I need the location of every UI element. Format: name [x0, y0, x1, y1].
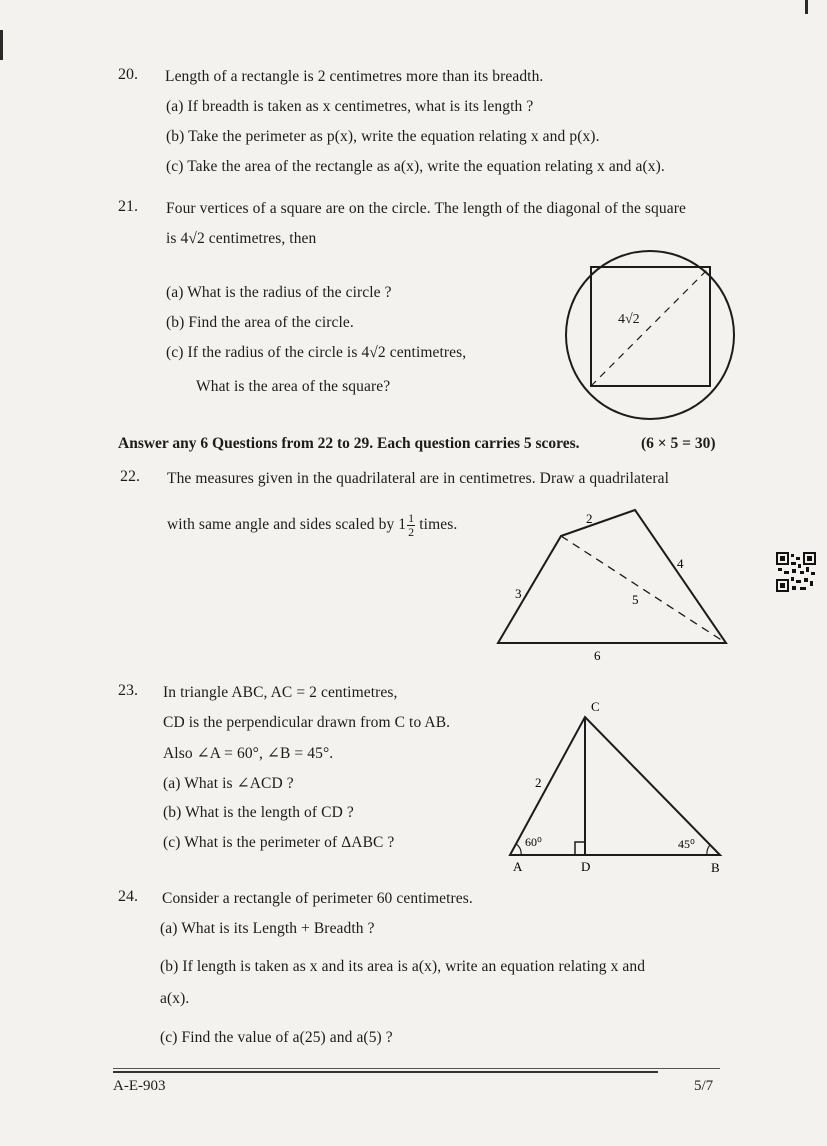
q23-label-angle-b: 45⁰ [678, 837, 695, 851]
q22-text-suffix: times. [419, 516, 458, 534]
q22-number: 22. [120, 468, 140, 485]
q22-label-diagonal: 5 [632, 592, 639, 607]
q23-part-a: (a) What is ∠ACD ? [163, 775, 294, 792]
q21-number: 21. [118, 198, 138, 215]
footer-rule-thick [113, 1071, 658, 1073]
scan-edge-top-right [805, 0, 808, 14]
q22-frac-den: 2 [408, 525, 415, 539]
q24-part-c: (c) Find the value of a(25) and a(5) ? [160, 1029, 393, 1046]
q23-part-c: (c) What is the perimeter of ΔABC ? [163, 834, 395, 851]
q20-part-b: (b) Take the perimeter as p(x), write the equation relating x and p(x). [166, 128, 600, 145]
q23-label-a: A [513, 859, 523, 874]
q23-label-angle-a: 60⁰ [525, 835, 542, 849]
footer-code: A-E-903 [113, 1078, 166, 1094]
q23-triangle-figure [505, 695, 735, 880]
q22-scale-fraction [407, 512, 415, 539]
q24-part-b-line1: (b) If length is taken as x and its area is a(x), write an equation relating x and [160, 958, 646, 975]
q24-part-b-line2: a(x). [160, 990, 190, 1007]
q21-part-c: (c) If the radius of the circle is 4√2 centimetres, [166, 344, 467, 361]
q23-label-b: B [711, 860, 720, 875]
q23-text-line2: CD is the perpendicular drawn from C to AB. [163, 714, 451, 731]
q20-number: 20. [118, 66, 138, 83]
qr-code-icon [776, 552, 816, 592]
q21-part-a: (a) What is the radius of the circle ? [166, 284, 392, 301]
q22-label-top: 2 [586, 511, 593, 526]
q22-text-prefix: with same angle and sides scaled by 1 [167, 516, 407, 534]
q24-part-a: (a) What is its Length + Breadth ? [160, 920, 375, 937]
footer-page-number: 5/7 [694, 1078, 714, 1094]
q23-text-line3: Also ∠A = 60°, ∠B = 45°. [163, 745, 334, 762]
q21-text-line1: Four vertices of a square are on the circle. The length of the diagonal of the square [166, 200, 686, 217]
footer-rule [113, 1068, 720, 1069]
q22-text-line2 [167, 512, 457, 539]
q23-label-c: C [591, 699, 600, 714]
q23-label-d: D [581, 859, 591, 874]
q21-circle-square-figure [560, 245, 740, 425]
scan-edge-left [0, 30, 3, 60]
q21-part-b: (b) Find the area of the circle. [166, 314, 354, 331]
q22-text-line1: The measures given in the quadrilateral are in centimetres. Draw a quadrilateral [167, 470, 670, 487]
q24-text: Consider a rectangle of perimeter 60 centimetres. [162, 890, 473, 907]
q23-part-b: (b) What is the length of CD ? [163, 804, 354, 821]
q21-part-c-line2: What is the area of the square? [196, 378, 391, 395]
q23-text-line1: In triangle ABC, AC = 2 centimetres, [163, 684, 398, 701]
q21-diagonal [591, 267, 710, 386]
q22-quadrilateral [498, 510, 726, 643]
q23-angle-b-arc [707, 845, 710, 855]
q22-quadrilateral-figure [490, 500, 740, 665]
q20-part-c: (c) Take the area of the rectangle as a(x), write the equation relating x and a(x). [166, 158, 665, 175]
q22-diagonal [561, 536, 726, 643]
section-marks: (6 × 5 = 30) [641, 435, 716, 452]
q23-right-angle-mark [575, 842, 585, 855]
q20-text: Length of a rectangle is 2 centimetres more than its breadth. [165, 68, 544, 85]
q23-angle-a-arc [516, 844, 521, 855]
q21-diagonal-label: 4√2 [618, 312, 640, 327]
q24-number: 24. [118, 888, 138, 905]
q22-label-right: 4 [677, 556, 684, 571]
q23-label-ac: 2 [535, 775, 542, 790]
q20-part-a: (a) If breadth is taken as x centimetres, what is its length ? [166, 98, 534, 115]
q22-label-bottom: 6 [594, 648, 601, 663]
q22-label-left: 3 [515, 586, 522, 601]
q22-frac-num: 1 [408, 511, 415, 525]
q23-number: 23. [118, 682, 138, 699]
q21-text-line2: is 4√2 centimetres, then [166, 230, 317, 247]
section-instruction: Answer any 6 Questions from 22 to 29. Each question carries 5 scores. [118, 435, 580, 452]
